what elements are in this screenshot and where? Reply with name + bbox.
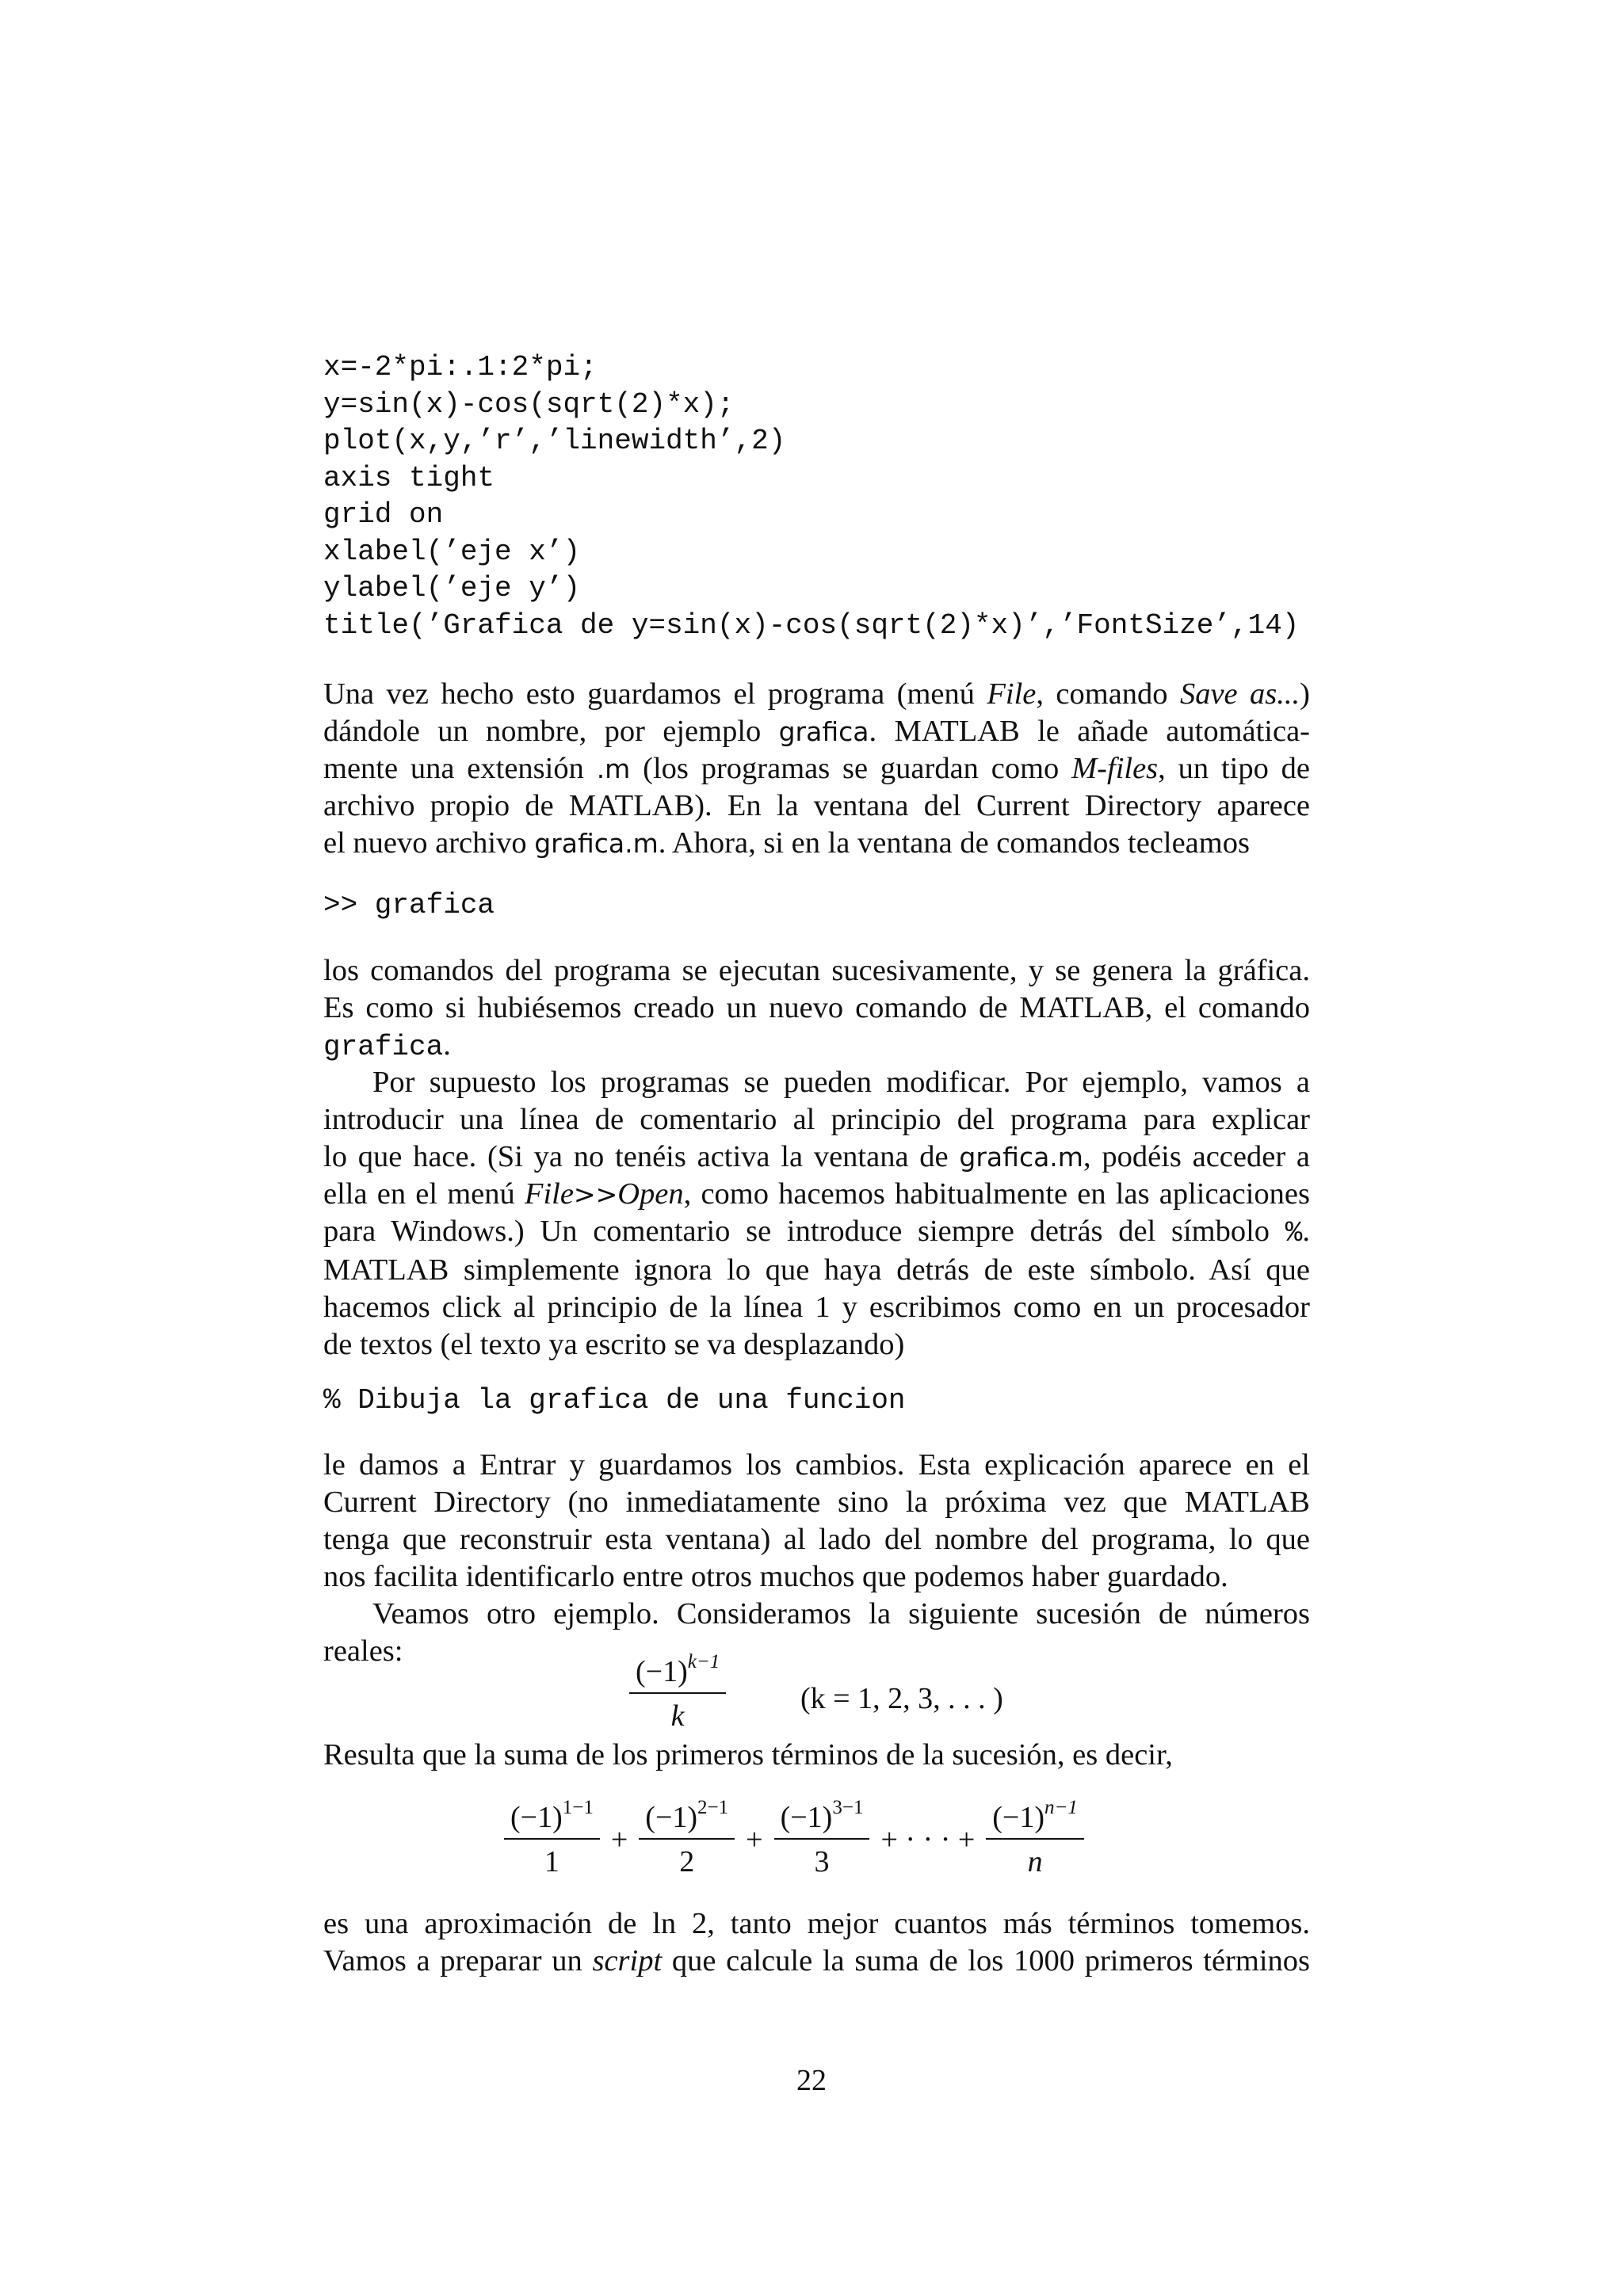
code-block-plot <box>323 349 1310 644</box>
code-line: x=-2*pi:.1:2*pi; <box>323 351 598 383</box>
code-block-run: >> grafica <box>323 889 495 921</box>
paragraph-comment-explanation: le damos a Entrar y guardamos los cambios. Esta explicación aparece en el Current Directory (no inmediatamente sino la próxima vez que MATLAB tenga que reconstruir esta ventana) al lado del nombre del programa, lo que nos facilita identificarlo entre otros muchos que podemos haber guardado. <box>323 1448 1310 1593</box>
paragraph-sum-intro: Resulta que la suma de los primeros términos de la sucesión, es decir, <box>323 1738 1173 1772</box>
code-line: ylabel(’eje y’) <box>323 572 581 605</box>
code-line: y=sin(x)-cos(sqrt(2)*x); <box>323 387 735 421</box>
paragraph-run-result: los comandos del programa se ejecutan sucesivamente, y se genera la gráfica. Es como si hubiésemos creado un nuevo comando de MATLAB, el comando grafica. <box>323 954 1310 1063</box>
formula-partial-sum: $\frac{(-1)^{1-1}}{1}$ + $\frac{(-1)^{2-1}}{2}$ + $\frac{(-1)^{3-1}}{3}$ + · · · + $\frac{(-1)^{n-1}}{n}$ <box>501 1800 1087 1879</box>
code-line: xlabel(’eje x’) <box>323 535 581 568</box>
code-block-comment: % Dibuja la grafica de una funcion <box>323 1384 906 1417</box>
paragraph-ln2-approximation: es una aproximación de ln 2, tanto mejor cuantos más términos tomemos. Vamos a preparar un script que calcule la suma de los 1000 primeros términos <box>323 1907 1310 1978</box>
paragraph-sequence-intro: Veamos otro ejemplo. Consideramos la siguiente sucesión de números reales: <box>323 1597 1310 1668</box>
code-line: title(’Grafica de y=sin(x)-cos(sqrt(2)*x)’,’FontSize’,14) <box>323 608 1300 642</box>
fraction: $\frac{(-1)^{n-1}}{n}$ <box>986 1800 1084 1879</box>
code-line: axis tight <box>323 461 495 494</box>
formula-sequence-term <box>626 1651 729 1733</box>
code-line: plot(x,y,’r’,’linewidth’,2) <box>323 425 786 457</box>
paragraph-modify-program: Por supuesto los programas se pueden modificar. Por ejemplo, vamos a introducir una línea de comentario al principio del programa para explicar lo que hace. (Si ya no tenéis activa la ventana de grafica.m, podéis acceder a ella en el menú File>>Open, como hacemos habitualmente en las aplicaciones para Windows.) Un comentario se introduce siempre detrás del símbolo %. MATLAB simplemente ignora lo que haya detrás de este símbolo. Así que hacemos click al principio de la línea 1 y escribimos como en un procesador de textos (el texto ya escrito se va desplazando) <box>323 1066 1310 1361</box>
fraction: $\frac{(-1)^{2-1}}{2}$ <box>639 1800 735 1879</box>
code-line: grid on <box>323 498 444 531</box>
fraction: $\frac{(-1)^{1-1}}{1}$ <box>504 1800 600 1879</box>
page-number: 22 <box>796 2064 827 2097</box>
formula-sequence-condition: (k = 1, 2, 3, . . . ) <box>800 1682 1003 1715</box>
fraction: $\frac{(-1)^{k-1}}{k}$ <box>629 1654 726 1733</box>
fraction: $\frac{(-1)^{3-1}}{3}$ <box>774 1800 870 1879</box>
paragraph-save-program: Una vez hecho esto guardamos el programa (menú File, comando Save as...) dándole un nombre, por ejemplo grafica. MATLAB le añade automática- mente una extensión .m (los programas se guardan como M-files, un tipo de archivo propio de MATLAB). En la ventana del Current Directory aparece el nuevo archivo grafica.m. Ahora, si en la ventana de comandos tecleamos <box>323 677 1310 860</box>
